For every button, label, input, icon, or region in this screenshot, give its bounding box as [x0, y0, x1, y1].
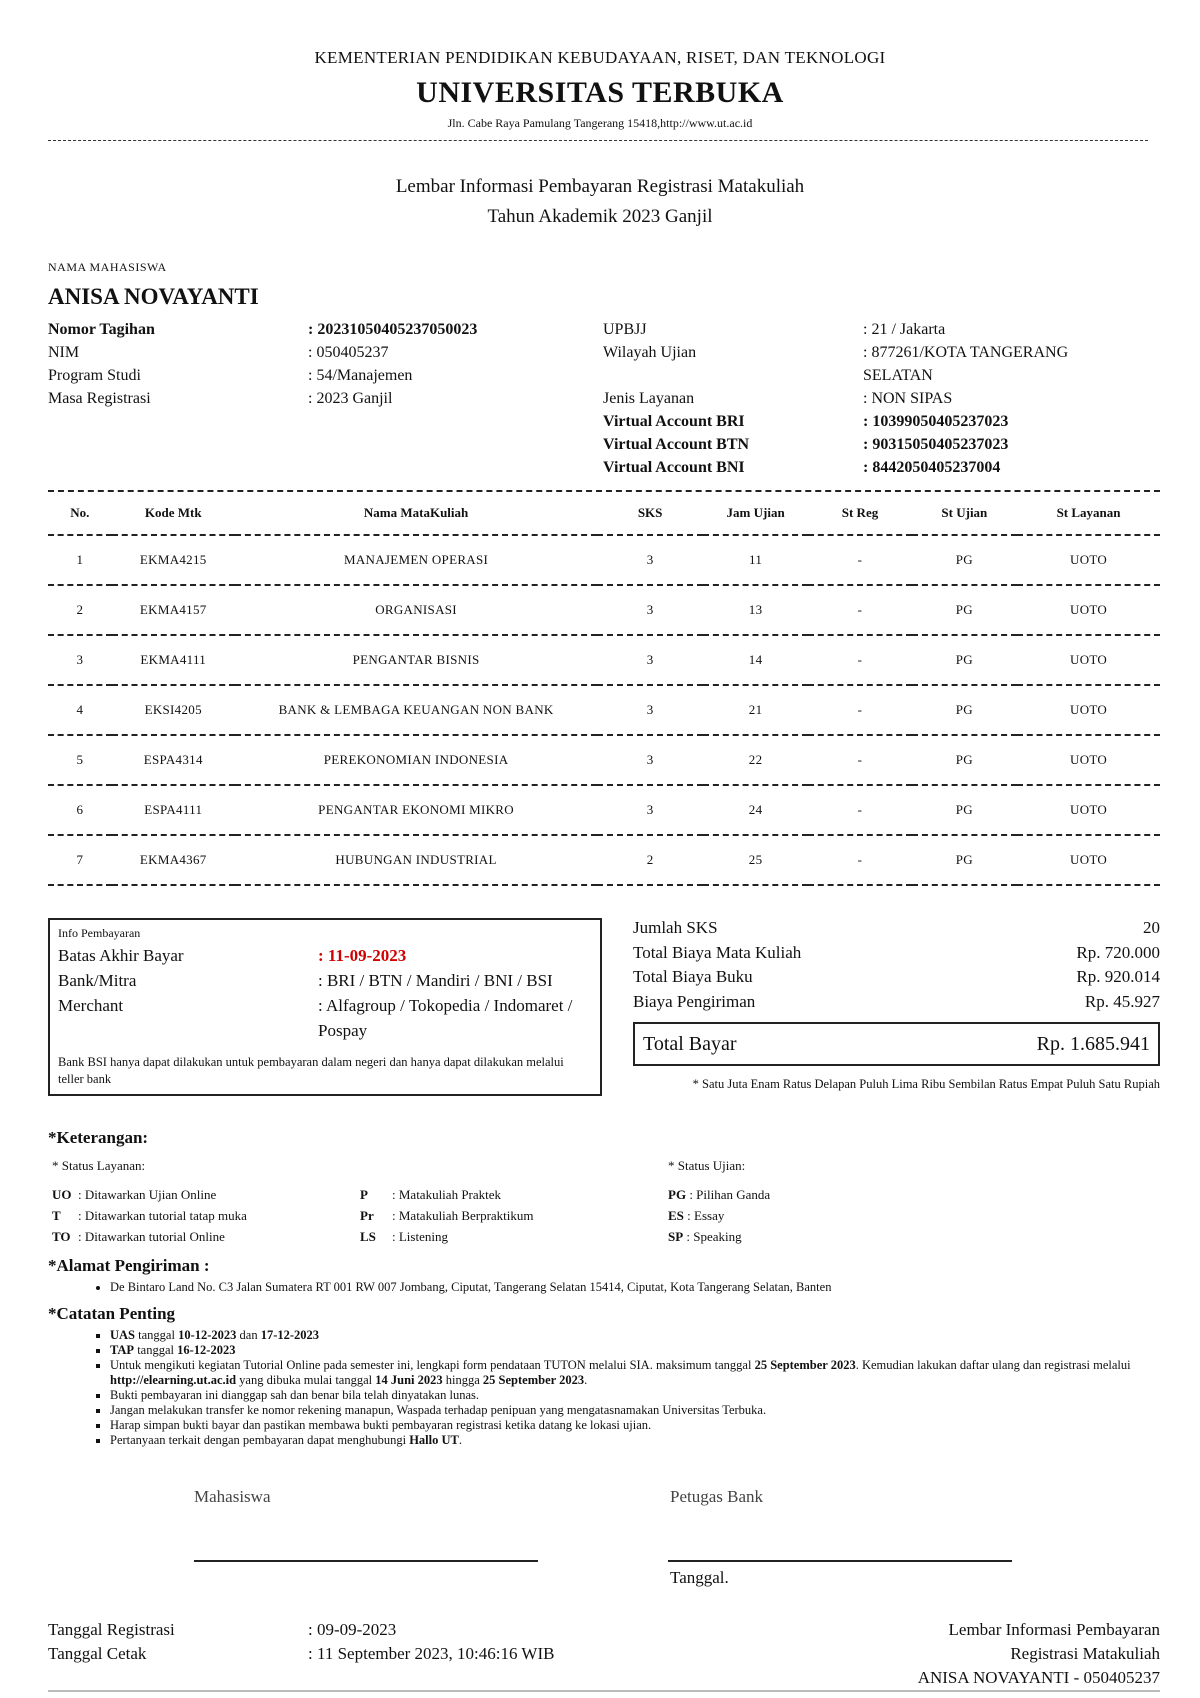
cell-sks: 3: [597, 635, 702, 685]
alamat-title: *Alamat Pengiriman :: [48, 1256, 210, 1275]
info-row-upbjj: [603, 318, 1163, 341]
cell-stujian: PG: [912, 635, 1017, 685]
table-row: [48, 635, 1160, 685]
legend-item: [52, 1184, 247, 1205]
bsi-note: Bank BSI hanya dapat dilakukan untuk pembayaran dalam negeri dan hanya dapat dilakukan melalui teller bank: [58, 1055, 564, 1086]
legend-item: [360, 1184, 534, 1205]
info-row-va-btn: [603, 433, 1163, 456]
col-header-nama: Nama MataKuliah: [235, 492, 598, 535]
footer-label: Tanggal Cetak: [48, 1644, 147, 1663]
footer-value: : 11 September 2023, 10:46:16 WIB: [308, 1644, 555, 1663]
legend-code: PG: [668, 1187, 687, 1202]
info-value: : 8442050405237004: [863, 459, 1001, 476]
col-header-sks: SKS: [597, 492, 702, 535]
info-label: Nomor Tagihan: [48, 321, 155, 338]
amount-in-words: * Satu Juta Enam Ratus Delapan Puluh Lima Ribu Sembilan Ratus Empat Puluh Satu Rupiah: [692, 1077, 1160, 1091]
legend-item: [360, 1226, 534, 1247]
cell-stujian: PG: [912, 535, 1017, 585]
student-info-left: [48, 318, 608, 410]
info-row-masa-registrasi: [48, 387, 608, 410]
payment-summary: [633, 916, 1160, 1014]
summary-row-sks: [633, 916, 1160, 941]
cell-sks: 2: [597, 835, 702, 885]
cell-jam: 11: [703, 535, 808, 585]
summary-value: Rp. 920.014: [1076, 967, 1160, 986]
col-header-stujian: St Ujian: [912, 492, 1017, 535]
catatan-tanya: ▪ Pertanyaan terkait dengan pembayaran dapat menghubungi Hallo UT.: [110, 1433, 1150, 1448]
cell-kode: ESPA4314: [112, 735, 235, 785]
info-value: : 20231050405237050023: [308, 321, 478, 338]
cell-streg: -: [808, 535, 911, 585]
payment-merchant: : Alfagroup / Tokopedia / Indomaret /: [318, 996, 573, 1015]
cell-jam: 14: [703, 635, 808, 685]
cell-streg: -: [808, 785, 911, 835]
university-name: UNIVERSITAS TERBUKA: [416, 76, 784, 109]
legend-desc: : Listening: [392, 1229, 448, 1244]
signature-line-mahasiswa: [194, 1560, 538, 1562]
keterangan-title: *Keterangan:: [48, 1128, 149, 1147]
legend-item: [668, 1226, 770, 1247]
student-info-right: [603, 318, 1163, 479]
footer-row-cetak: [48, 1642, 608, 1666]
col-header-streg: St Reg: [808, 492, 911, 535]
catatan-title: *Catatan Penting: [48, 1304, 176, 1323]
payment-label: Bank/Mitra: [58, 971, 137, 990]
payment-label: Merchant: [58, 996, 124, 1015]
cell-nama: PEREKONOMIAN INDONESIA: [235, 735, 598, 785]
payment-row-deadline: [58, 943, 598, 968]
legend-code: P: [360, 1187, 368, 1202]
cell-no: 5: [48, 735, 112, 785]
info-row-program-studi: [48, 364, 608, 387]
cell-stujian: PG: [912, 835, 1017, 885]
info-label: Virtual Account BTN: [603, 436, 750, 453]
payment-row-bank: [58, 968, 598, 993]
col-header-stlayanan: St Layanan: [1017, 492, 1160, 535]
summary-label: Total Biaya Buku: [633, 967, 753, 986]
bottom-border: [48, 1690, 1160, 1692]
cell-no: 2: [48, 585, 112, 635]
payment-info-title: Info Pembayaran: [58, 926, 141, 940]
cell-nama: HUBUNGAN INDUSTRIAL: [235, 835, 598, 885]
table-row: [48, 535, 1160, 585]
table-row: [48, 835, 1160, 885]
cell-nama: PENGANTAR BISNIS: [235, 635, 598, 685]
ministry-name: KEMENTERIAN PENDIDIKAN KEBUDAYAAN, RISET, DAN TEKNOLOGI: [314, 48, 886, 67]
cell-sks: 3: [597, 535, 702, 585]
alamat-text: • De Bintaro Land No. C3 Jalan Sumatera RT 001 RW 007 Jombang, Ciputat, Tangerang Selatan 15414, Ciputat, Kota Tangerang Selatan, Banten: [110, 1280, 1160, 1295]
catatan-list: [88, 1328, 1150, 1448]
document-subtitle: Tahun Akademik 2023 Ganjil: [487, 206, 713, 227]
cell-nama: ORGANISASI: [235, 585, 598, 635]
cell-kode: EKMA4111: [112, 635, 235, 685]
cell-streg: -: [808, 635, 911, 685]
info-row-nim: [48, 341, 608, 364]
cell-jam: 13: [703, 585, 808, 635]
legend-item: [668, 1205, 770, 1226]
university-address: Jln. Cabe Raya Pamulang Tangerang 15418,http://www.ut.ac.id: [447, 116, 753, 130]
info-label: Wilayah Ujian: [603, 344, 697, 361]
cell-nama: PENGANTAR EKONOMI MIKRO: [235, 785, 598, 835]
footer-right-line-1: Lembar Informasi Pembayaran: [948, 1620, 1160, 1639]
total-value: Rp. 1.685.941: [1036, 1033, 1150, 1055]
info-label: NIM: [48, 344, 80, 361]
cell-streg: -: [808, 585, 911, 635]
info-value: : NON SIPAS: [863, 390, 953, 407]
footer-right-line-2: Registrasi Matakuliah: [1010, 1644, 1160, 1663]
cell-nama: MANAJEMEN OPERASI: [235, 535, 598, 585]
legend-item: [668, 1184, 770, 1205]
cell-stujian: PG: [912, 735, 1017, 785]
catatan-section: [88, 1328, 1150, 1448]
footer-left: [48, 1618, 608, 1666]
payment-info-box: [48, 918, 602, 1096]
signature-tanggal: Tanggal.: [670, 1568, 729, 1587]
signature-petugas-label: Petugas Bank: [670, 1487, 764, 1506]
legend-desc: : Matakuliah Berpraktikum: [392, 1208, 534, 1223]
legend-code: Pr: [360, 1208, 374, 1223]
cell-streg: -: [808, 835, 911, 885]
legend-code: TO: [52, 1229, 71, 1244]
payment-info-rows: [58, 943, 598, 1043]
legend-desc: : Speaking: [686, 1229, 742, 1244]
header-separator: [48, 140, 1148, 141]
info-row-wilayah-cont: [603, 364, 1163, 387]
cell-kode: EKSI4205: [112, 685, 235, 735]
legend-col-1: [52, 1184, 247, 1247]
table-header-row: [48, 492, 1160, 535]
course-table: [48, 492, 1160, 886]
table-row: [48, 585, 1160, 635]
legend-code: T: [52, 1208, 61, 1223]
info-value: : 90315050405237023: [863, 436, 1009, 453]
info-value: : 877261/KOTA TANGERANG: [863, 344, 1069, 361]
info-value: : 2023 Ganjil: [308, 390, 393, 407]
summary-row-buku: [633, 965, 1160, 990]
signature-mahasiswa-label: Mahasiswa: [194, 1487, 271, 1506]
legend-code: LS: [360, 1229, 376, 1244]
payment-bank: : BRI / BTN / Mandiri / BNI / BSI: [318, 971, 553, 990]
cell-jam: 21: [703, 685, 808, 735]
cell-stujian: PG: [912, 585, 1017, 635]
info-value: : 21 / Jakarta: [863, 321, 946, 338]
summary-label: Total Biaya Mata Kuliah: [633, 942, 802, 962]
legend-desc: : Ditawarkan tutorial tatap muka: [78, 1208, 247, 1223]
info-label: Masa Registrasi: [48, 390, 151, 407]
col-header-jam: Jam Ujian: [703, 492, 808, 535]
legend-item: [52, 1205, 247, 1226]
footer-row-registrasi: [48, 1618, 608, 1642]
legend-code: SP: [668, 1229, 684, 1244]
payment-row-merchant: [58, 993, 598, 1018]
cell-no: 7: [48, 835, 112, 885]
cell-jam: 25: [703, 835, 808, 885]
cell-stlayanan: UOTO: [1017, 685, 1160, 735]
legend-desc: : Matakuliah Praktek: [392, 1187, 502, 1202]
info-label: Program Studi: [48, 367, 141, 384]
catatan-bukti: ▪ Bukti pembayaran ini dianggap sah dan benar bila telah dinyatakan lunas.: [110, 1388, 1150, 1403]
info-label: Jenis Layanan: [603, 390, 695, 407]
info-value: : 10399050405237023: [863, 413, 1009, 430]
cell-sks: 3: [597, 785, 702, 835]
cell-no: 6: [48, 785, 112, 835]
legend-col-3: [668, 1184, 770, 1247]
catatan-tuton: ▪ Untuk mengikuti kegiatan Tutorial Online pada semester ini, lengkapi form pendataan TUTON melalui SIA. maksimum tanggal 25 September 2023. Kemudian lakukan daftar ulang dan registrasi melalui http://elearning.ut.ac.id yang dibuka mulai tanggal 14 Juni 2023 hingga 25 September 2023.: [110, 1358, 1150, 1388]
cell-stlayanan: UOTO: [1017, 835, 1160, 885]
legend-desc: : Pilihan Ganda: [689, 1187, 771, 1202]
info-value: : 050405237: [308, 344, 389, 361]
cell-stlayanan: UOTO: [1017, 635, 1160, 685]
summary-label: Jumlah SKS: [633, 918, 718, 937]
footer-label: Tanggal Registrasi: [48, 1620, 175, 1639]
document-title: Lembar Informasi Pembayaran Registrasi Matakuliah: [395, 176, 805, 197]
cell-sks: 3: [597, 735, 702, 785]
cell-kode: EKMA4367: [112, 835, 235, 885]
legend-desc: : Ditawarkan tutorial Online: [78, 1229, 225, 1244]
payment-deadline: : 11-09-2023: [318, 946, 407, 965]
legend-item: [360, 1205, 534, 1226]
cell-stlayanan: UOTO: [1017, 735, 1160, 785]
cell-nama: BANK & LEMBAGA KEUANGAN NON BANK: [235, 685, 598, 735]
total-bayar-box: [633, 1022, 1160, 1066]
cell-no: 3: [48, 635, 112, 685]
payment-row-merchant-cont: [58, 1018, 598, 1043]
table-row: [48, 685, 1160, 735]
cell-streg: -: [808, 735, 911, 785]
cell-stujian: PG: [912, 685, 1017, 735]
student-name: ANISA NOVAYANTI: [48, 284, 259, 309]
footer-value: : 09-09-2023: [308, 1620, 397, 1639]
summary-value: Rp. 720.000: [1076, 942, 1160, 962]
cell-kode: EKMA4215: [112, 535, 235, 585]
cell-sks: 3: [597, 585, 702, 635]
col-header-no: No.: [48, 492, 112, 535]
legend-code: ES: [668, 1208, 684, 1223]
cell-streg: -: [808, 685, 911, 735]
total-label: Total Bayar: [643, 1033, 737, 1055]
info-value: : 54/Manajemen: [308, 367, 413, 384]
catatan-tap: ▪ TAP tanggal 16-12-2023: [110, 1343, 1150, 1358]
cell-stlayanan: UOTO: [1017, 785, 1160, 835]
alamat-section: [88, 1280, 1160, 1295]
footer-right: [760, 1618, 1160, 1690]
student-name-label: NAMA MAHASISWA: [48, 260, 167, 274]
cell-kode: ESPA4111: [112, 785, 235, 835]
info-row-jenis-layanan: [603, 387, 1163, 410]
catatan-uas: ▪ UAS tanggal 10-12-2023 dan 17-12-2023: [110, 1328, 1150, 1343]
payment-merchant-cont: Pospay: [318, 1021, 368, 1040]
cell-jam: 22: [703, 735, 808, 785]
table-row: [48, 735, 1160, 785]
info-label: UPBJJ: [603, 321, 647, 338]
cell-sks: 3: [597, 685, 702, 735]
catatan-simpan: ▪ Harap simpan bukti bayar dan pastikan membawa bukti pembayaran registrasi ketika datang ke lokasi ujian.: [110, 1418, 1150, 1433]
signature-line-petugas: [668, 1560, 1012, 1562]
info-label: Virtual Account BRI: [603, 413, 745, 430]
summary-value: 20: [1143, 918, 1160, 937]
summary-label: Biaya Pengiriman: [633, 991, 756, 1011]
info-row-va-bni: [603, 456, 1163, 479]
status-layanan-title: * Status Layanan:: [52, 1158, 146, 1173]
info-row-wilayah-ujian: [603, 341, 1163, 364]
legend-desc: : Essay: [687, 1208, 725, 1223]
cell-jam: 24: [703, 785, 808, 835]
catatan-transfer: ▪ Jangan melakukan transfer ke nomor rekening manapun, Waspada terhadap penipuan yang mengatasnamakan Universitas Terbuka.: [110, 1403, 1150, 1418]
cell-stlayanan: UOTO: [1017, 535, 1160, 585]
status-ujian-title: * Status Ujian:: [668, 1158, 746, 1173]
info-row-va-bri: [603, 410, 1163, 433]
cell-stlayanan: UOTO: [1017, 585, 1160, 635]
table-row: [48, 785, 1160, 835]
alamat-list: [88, 1280, 1160, 1295]
info-row-nomor-tagihan: [48, 318, 608, 341]
footer-right-line-3: ANISA NOVAYANTI - 050405237: [917, 1668, 1160, 1687]
payment-label: Batas Akhir Bayar: [58, 946, 184, 965]
legend-desc: : Ditawarkan Ujian Online: [78, 1187, 217, 1202]
summary-value: Rp. 45.927: [1084, 991, 1160, 1011]
legend-col-2: [360, 1184, 534, 1247]
info-value: SELATAN: [863, 367, 933, 384]
info-label: Virtual Account BNI: [603, 459, 745, 476]
cell-stujian: PG: [912, 785, 1017, 835]
legend-item: [52, 1226, 247, 1247]
legend-code: UO: [52, 1187, 72, 1202]
cell-no: 1: [48, 535, 112, 585]
cell-no: 4: [48, 685, 112, 735]
summary-row-kirim: [633, 990, 1160, 1015]
cell-kode: EKMA4157: [112, 585, 235, 635]
summary-row-mk: [633, 941, 1160, 966]
col-header-kode: Kode Mtk: [112, 492, 235, 535]
